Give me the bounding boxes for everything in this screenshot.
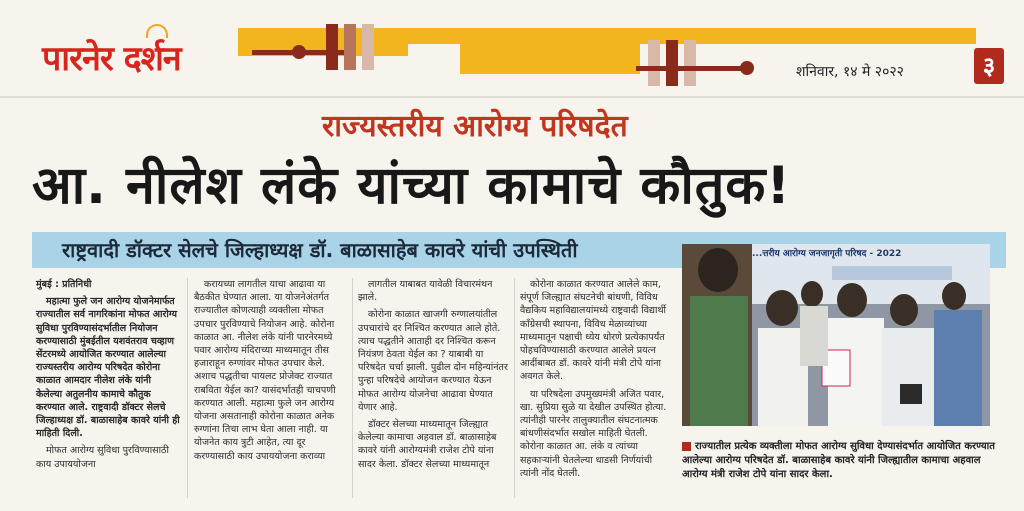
article-headline: आ. नीलेश लंके यांच्या कामाचे कौतुक! [32,156,792,216]
article-column-1 [36,278,180,475]
divider [0,96,1024,98]
paragraph: कोरोना काळात करण्यात आलेले काम, संपूर्ण जिल्ह्यात संघटनेची बांधणी, विविध वैद्यकिय महाविद्यालयांमध्ये राष्ट्रवादी विद्यार्थी काँग्रेसची स्थापना, विविध मेळाव्यांच्या माध्यमातून पक्षाची ध्येय धोरणे प्रत्येकापर्यंत पोहचविण्यासाठी करण्यात आलेले प्रयत्न आदींबाबत डॉ. कावरे यांनी मंत्री टोपे यांना अवगत केले. [520,279,667,383]
article-column-4 [520,278,672,484]
rising-sun-icon [146,24,168,38]
caption-text: राज्यातील प्रत्येक व्यक्तीला मोफत आरोग्य सुविधा देण्यासंदर्भात आयोजित करण्यात आलेल्या आरोग्य परिषदेत डॉ. बाळासाहेब कावरे यांनी जिल्ह्यातील कामाचा अहवाल आरोग्य मंत्री राजेश टोपे यांना सादर केला. [682,441,995,480]
paragraph: करायच्या लागतील याचा आढावा या बैठकीत घेण्यात आला. या योजनेअंतर्गत राज्यातील कोणत्याही व्यक्तीला मोफत उपचार पुरविण्याचे नियोजन आहे. कोरोना काळात आ. नीलेश लंके यांनी पारनेरमध्ये पवार आरोग्य मंदिराच्या माध्यमातून तीस हजाराहून रुग्णांवर मोफत उपचार केले. अशाच पद्धतीचा पायलट प्रोजेक्ट राज्यात राबविता येईल का? यासंदर्भातही चाचपणी करण्यात आली. महात्मा फुले जन आरोग्य योजना असतानाही कोरोना काळात अनेक रुग्णांना तिचा लाभ घेता आला नाही. या योजनेत काय त्रुटी आहेत, त्या दूर करण्यासाठी काय उपाययोजना कराव्या [194,279,336,462]
article-subhead: राष्ट्रवादी डॉक्टर सेलचे जिल्हाध्यक्ष डॉ. बाळासाहेब कावरे यांची उपस्थिती [32,232,1006,268]
paragraph: कोरोना काळात खाजगी रुग्णालयांतील उपचारांचे दर निश्चित करण्यात आले होते. त्याच पद्धतीने आताही दर निश्चित करून नियंत्रण ठेवता येईल का ? याबाबी या परिषदेत चर्चा झाली. पुढील दोन महिन्यांनंतर पुन्हा परिषदेचे आयोजन करण्यात येऊन मोफत आरोग्य योजनेचा आढावा घेण्यात येणार आहे. [358,309,508,413]
dateline: मुंबई : प्रतिनिधी [36,279,92,290]
page-number: ३ [974,48,1004,84]
article-photo [682,244,990,426]
decorative-stripes [648,40,696,86]
decorative-band [460,44,640,74]
decorative-dot [292,45,306,59]
newspaper-logo: पारनेर दर्शन [42,34,181,80]
paragraph: मोफत आरोग्य सुविधा पुरविण्यासाठी काय उपाययोजना [36,445,170,470]
decorative-stripes [326,24,374,70]
article-kicker: राज्यस्तरीय आरोग्य परिषदेत [322,109,628,144]
column-divider [514,278,515,498]
column-divider [352,278,353,498]
paragraph: महात्मा फुले जन आरोग्य योजनेमार्फत राज्यातील सर्व नागरिकांना मोफत आरोग्य सुविधा पुरविण्यासंदर्भातील नियोजन करण्यासाठी मुंबईतील यशवंतराव चव्हाण सेंटरमध्ये आयोजित करण्यात आलेल्या राज्यस्तरीय आरोग्य परिषदेत कोरोना काळात आमदार नीलेश लंके यांनी केलेल्या अतुलनीय कामाचे कौतुक करण्यात आले. राष्ट्रवादी डॉक्टर सेलचे जिल्हाध्यक्ष डॉ. बाळासाहेब कावरे यांनी ही माहिती दिली. [36,296,180,440]
caption-marker-icon [682,442,691,451]
photo-banner-text: ...त्तरीय आरोग्य जनजागृती परिषद - 2022 [752,249,902,259]
column-divider [187,278,188,498]
decorative-dot [740,61,754,75]
paragraph: डॉक्टर सेलच्या माध्यमातून जिल्ह्यात केलेल्या कामाचा अहवाल डॉ. बाळासाहेब कावरे यांनी आरोग्यमंत्री राजेश टोपे यांना सादर केला. डॉक्टर सेलच्या माध्यमातून [358,419,497,470]
masthead [0,20,1024,98]
paragraph: लागतील याबाबत यावेळी विचारमंथन झाले. [358,279,493,304]
paragraph: या परिषदेला उपमुख्यमंत्री अजित पवार, खा. सुप्रिया सुळे या देखील उपस्थित होत्या. त्यांनीही पारनेर तालुक्यातील संघटनात्मक बांधणीसंदर्भात सखोल माहिती घेतली. कोरोना काळात आ. लंके व त्यांच्या सहकाऱ्यांनी घेतलेल्या धाडसी निर्णयांची त्यांनी नोंद घेतली. [520,388,667,479]
article-column-3 [358,278,508,475]
photo-caption [682,440,998,482]
issue-date: शनिवार, १४ मे २०२२ [796,64,904,80]
article-column-2 [194,278,346,467]
event-photo-illustration [682,244,990,426]
decorative-rule [636,66,746,71]
